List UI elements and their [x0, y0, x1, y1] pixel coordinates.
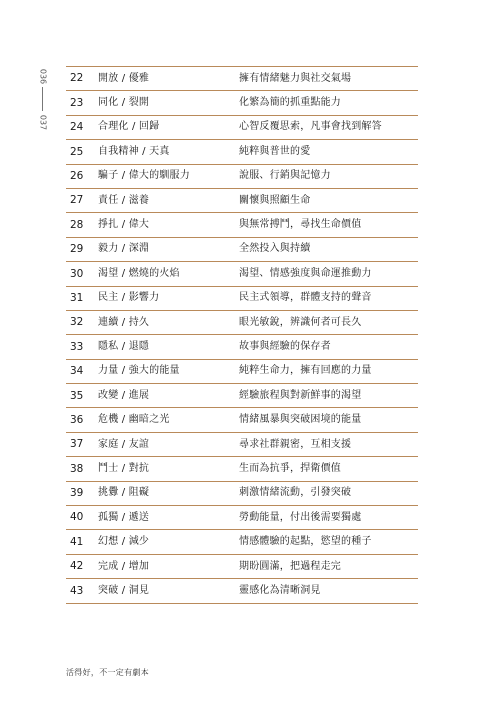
row-number: 24 [70, 121, 84, 134]
table-row [66, 457, 418, 481]
row-term: 騙子 / 偉大的馴服力 [98, 170, 190, 182]
book-footer-title: 活得好，不一定有劇本 [66, 668, 149, 677]
row-description: 純粹與普世的愛 [239, 145, 311, 157]
row-term: 完成 / 增加 [98, 560, 150, 572]
row-description: 生而為抗爭，捍衛價值 [239, 462, 341, 474]
row-description: 情緒風暴與突破困境的能量 [239, 414, 362, 426]
table-row [66, 67, 418, 91]
row-number: 29 [70, 243, 84, 256]
gate-table [66, 66, 418, 604]
row-description: 刺激情緒流動，引發突破 [239, 487, 352, 499]
page-number-right: 037 [38, 114, 48, 131]
row-description: 故事與經驗的保存者 [239, 340, 331, 352]
row-number: 34 [70, 365, 84, 378]
row-term: 毅力 / 深淵 [98, 243, 150, 255]
row-description: 眼光敏銳，辨識何者可長久 [239, 316, 362, 328]
row-number: 32 [70, 316, 84, 329]
row-description: 擁有情緒魅力與社交氣場 [239, 72, 352, 84]
table-row [66, 140, 418, 164]
row-term: 挑釁 / 阻礙 [98, 487, 150, 499]
table-row [66, 287, 418, 311]
page-number-divider [42, 87, 43, 111]
row-description: 與無常搏鬥，尋找生命價值 [239, 219, 362, 231]
table-row [66, 116, 418, 140]
row-term: 渴望 / 燃燒的火焰 [98, 267, 180, 279]
row-description: 關懷與照顧生命 [239, 194, 311, 206]
row-number: 36 [70, 413, 84, 426]
row-term: 改變 / 進展 [98, 389, 150, 401]
row-description: 民主式領導，群體支持的聲音 [239, 292, 372, 304]
row-term: 合理化 / 回歸 [98, 121, 160, 133]
table-row [66, 408, 418, 432]
row-term: 幻想 / 減少 [98, 536, 150, 548]
row-number: 26 [70, 170, 84, 182]
row-term: 同化 / 裂開 [98, 97, 150, 109]
table-row [66, 506, 418, 530]
row-term: 開放 / 優雅 [98, 72, 150, 84]
row-term: 連續 / 持久 [98, 316, 150, 328]
row-description: 心智反覆思索，凡事會找到解答 [239, 121, 382, 133]
row-term: 掙扎 / 偉大 [98, 219, 150, 231]
row-number: 25 [70, 145, 84, 158]
row-term: 責任 / 滋養 [98, 194, 150, 206]
row-description: 尋求社群親密，互相支援 [239, 438, 352, 450]
row-number: 28 [70, 218, 84, 231]
table-row [66, 262, 418, 286]
row-term: 民主 / 影響力 [98, 292, 160, 304]
row-description: 化繁為簡的抓重點能力 [239, 97, 341, 109]
row-number: 23 [70, 96, 84, 109]
page-number-marker [30, 66, 56, 130]
row-number: 27 [70, 194, 84, 207]
row-description: 純粹生命力，擁有回應的力量 [239, 365, 372, 377]
row-number: 37 [70, 438, 84, 451]
table-row [66, 165, 418, 189]
table-row [66, 189, 418, 213]
row-number: 39 [70, 487, 84, 500]
row-description: 說服、行銷與記憶力 [239, 170, 331, 182]
row-number: 41 [70, 535, 84, 548]
row-term: 隱私 / 退隱 [98, 340, 150, 352]
row-description: 情感體驗的起點，慾望的種子 [239, 536, 372, 548]
row-term: 家庭 / 友誼 [98, 438, 150, 450]
row-term: 力量 / 強大的能量 [98, 365, 180, 377]
row-number: 31 [70, 291, 84, 304]
table-row [66, 360, 418, 384]
page-number-left: 036 [38, 68, 48, 85]
row-term: 突破 / 洞見 [98, 584, 150, 596]
table-row [66, 213, 418, 237]
row-number: 33 [70, 340, 84, 353]
table-row [66, 579, 418, 603]
row-description: 期盼圓滿，把過程走完 [239, 560, 341, 572]
row-description: 全然投入與持續 [239, 243, 311, 255]
row-number: 38 [70, 462, 84, 475]
row-term: 危機 / 幽暗之光 [98, 414, 170, 426]
table-row [66, 555, 418, 579]
row-term: 孤獨 / 遞送 [98, 511, 150, 523]
row-number: 35 [70, 389, 84, 402]
row-number: 43 [70, 584, 84, 597]
row-number: 40 [70, 511, 84, 524]
table-row [66, 238, 418, 262]
row-number: 30 [70, 267, 84, 280]
table-row [66, 91, 418, 115]
table-row [66, 384, 418, 408]
row-number: 22 [70, 72, 84, 85]
row-description: 經驗旅程與對新鮮事的渴望 [239, 389, 362, 401]
table-row [66, 530, 418, 554]
row-number: 42 [70, 560, 84, 573]
row-description: 靈感化為清晰洞見 [239, 584, 321, 596]
row-description: 勞動能量，付出後需要獨處 [239, 511, 362, 523]
table-row [66, 433, 418, 457]
table-row [66, 335, 418, 359]
table-row [66, 311, 418, 335]
row-term: 自我精神 / 天真 [98, 145, 170, 157]
row-description: 渴望、情感強度與命運推動力 [239, 267, 372, 279]
table-row [66, 482, 418, 506]
row-term: 鬥士 / 對抗 [98, 462, 150, 474]
